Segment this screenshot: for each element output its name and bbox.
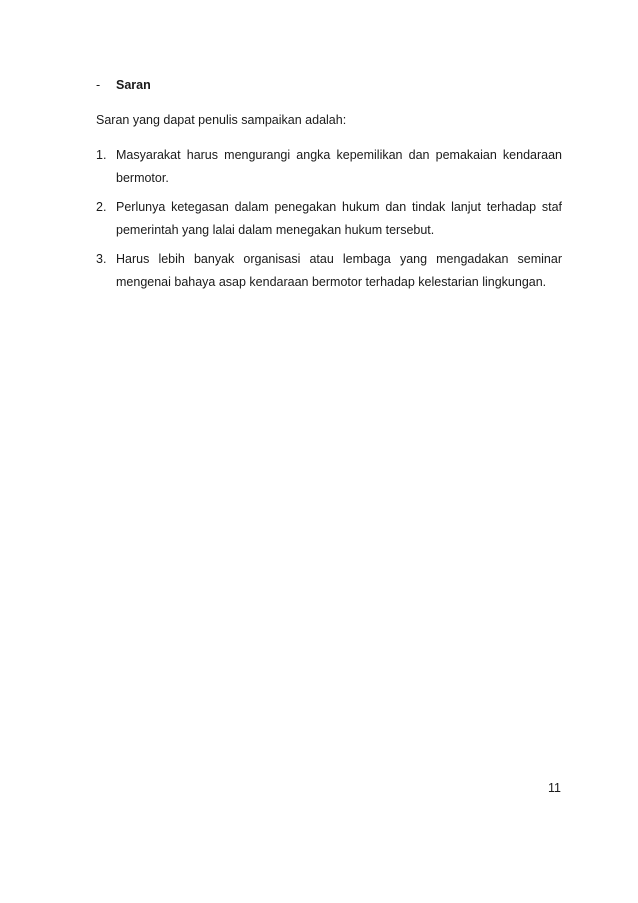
heading-bullet: - (96, 78, 101, 92)
page-number: 11 (548, 781, 561, 795)
list-item-text: Masyarakat harus mengurangi angka kepemilikan dan pemakaian kendaraan bermotor. (116, 148, 562, 185)
list-item-text: Harus lebih banyak organisasi atau lembaga yang mengadakan seminar mengenai bahaya asap kendaraan bermotor terhadap kelestarian lingkungan. (116, 252, 562, 289)
section-title: Saran (116, 78, 151, 92)
list-item (96, 248, 562, 294)
list-item-text: Perlunya ketegasan dalam penegakan hukum dan tindak lanjut terhadap staf pemerintah yang lalai dalam menegakan hukum tersebut. (116, 200, 562, 237)
list-item (96, 196, 562, 242)
list-item-number: 2. (96, 200, 107, 214)
section-heading (96, 78, 151, 92)
list-item-number: 1. (96, 148, 107, 162)
list-item-number: 3. (96, 252, 107, 266)
intro-paragraph: Saran yang dapat penulis sampaikan adalah: (96, 113, 347, 127)
suggestion-list (96, 144, 562, 300)
list-item (96, 144, 562, 190)
